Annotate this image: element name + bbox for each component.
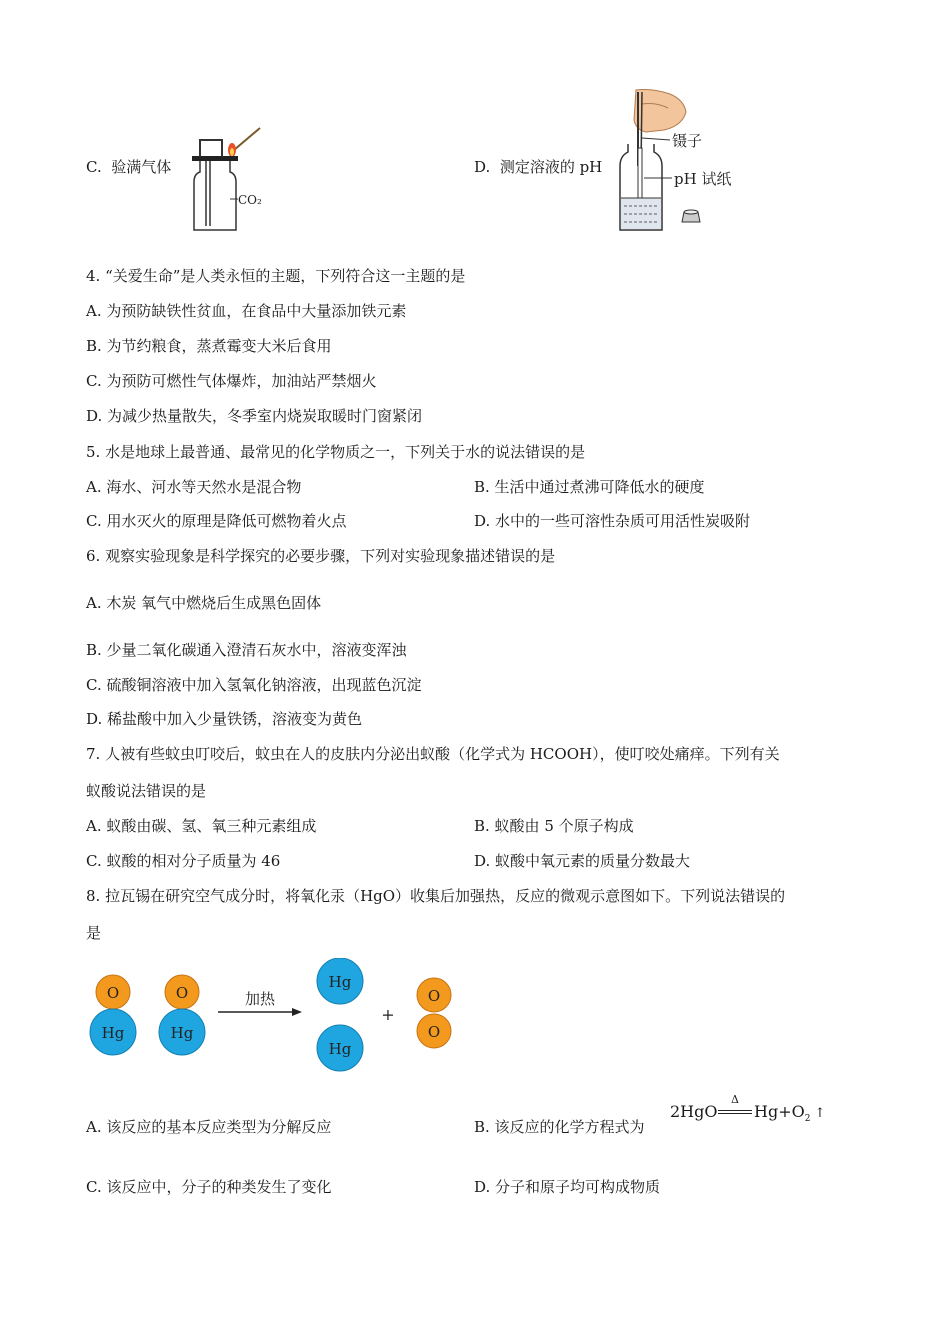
q3-option-c-text: 验满气体 — [111, 158, 172, 176]
q8-option-a: A. 该反应的基本反应类型为分解反应 — [86, 1118, 332, 1136]
q7-stem-line2: 蚁酸说法错误的是 — [86, 782, 207, 800]
q4-option-b: B. 为节约粮食，蒸煮霉变大米后食用 — [86, 337, 332, 355]
equation-condition: Δ — [731, 1093, 739, 1106]
gas-bottle-figure — [186, 124, 276, 236]
q3-option-d — [474, 157, 602, 177]
equation-right — [754, 1102, 825, 1129]
q7-option-b: B. 蚁酸由 5 个原子构成 — [474, 817, 634, 835]
gas-arrow-icon: ↑ — [814, 1106, 826, 1121]
oxygen-atom-label: O — [427, 987, 441, 1005]
q4-option-d: D. 为减少热量散失，冬季室内烧炭取暖时门窗紧闭 — [86, 407, 423, 425]
q6-stem: 6. 观察实验现象是科学探究的必要步骤，下列对实验现象描述错误的是 — [86, 547, 556, 565]
ph-paper-label: pH 试纸 — [674, 170, 732, 188]
q3-option-d-label: D. — [474, 158, 491, 176]
q3-option-c-label: C. — [86, 158, 102, 176]
q8-stem-line2: 是 — [86, 924, 102, 942]
heat-label: 加热 — [244, 990, 276, 1008]
q7-option-d: D. 蚁酸中氧元素的质量分数最大 — [474, 852, 691, 870]
q4-option-c: C. 为预防可燃性气体爆炸，加油站严禁烟火 — [86, 372, 377, 390]
q7-option-a: A. 蚁酸由碳、氢、氧三种元素组成 — [86, 817, 317, 835]
q5-option-d: D. 水中的一些可溶性杂质可用活性炭吸附 — [474, 512, 751, 530]
oxygen-atom-label: O — [106, 984, 120, 1002]
ph-test-figure — [612, 86, 742, 234]
equation-products: Hg+O — [754, 1102, 805, 1121]
equation-subscript: 2 — [804, 1114, 811, 1125]
plus-sign: + — [381, 1005, 395, 1024]
q8-option-c: C. 该反应中，分子的种类发生了变化 — [86, 1178, 332, 1196]
tweezers-label: 镊子 — [672, 132, 703, 150]
q6-option-b: B. 少量二氧化碳通入澄清石灰水中，溶液变浑浊 — [86, 641, 407, 659]
q5-option-a: A. 海水、河水等天然水是混合物 — [86, 478, 302, 496]
q8-option-d: D. 分子和原子均可构成物质 — [474, 1178, 661, 1196]
q6-option-c: C. 硫酸铜溶液中加入氢氧化钠溶液，出现蓝色沉淀 — [86, 676, 422, 694]
mercury-atom-label: Hg — [328, 973, 352, 991]
q8-stem-line1: 8. 拉瓦锡在研究空气成分时，将氧化汞（HgO）收集后加强热，反应的微观示意图如下。下列说法错误的 — [86, 887, 786, 905]
equation-equals-sign — [718, 1110, 752, 1114]
q6-option-d: D. 稀盐酸中加入少量铁锈，溶液变为黄色 — [86, 710, 363, 728]
mercury-atom-label: Hg — [328, 1040, 352, 1058]
q5-stem: 5. 水是地球上最普通、最常见的化学物质之一，下列关于水的说法错误的是 — [86, 443, 586, 461]
q3-option-c — [86, 157, 171, 177]
q4-stem: 4. “关爱生命”是人类永恒的主题，下列符合这一主题的是 — [86, 267, 466, 285]
q5-option-c: C. 用水灭火的原理是降低可燃物着火点 — [86, 512, 347, 530]
q8-option-b: B. 该反应的化学方程式为 — [474, 1118, 645, 1136]
q5-option-b: B. 生活中通过煮沸可降低水的硬度 — [474, 478, 705, 496]
q7-stem-line1: 7. 人被有些蚊虫叮咬后，蚊虫在人的皮肤内分泌出蚁酸（化学式为 HCOOH），使叮咬处痛痒。下列有关 — [86, 745, 780, 763]
oxygen-atom-label: O — [427, 1023, 441, 1041]
q3-option-d-text: 测定溶液的 pH — [499, 158, 603, 176]
q7-option-c: C. 蚁酸的相对分子质量为 46 — [86, 852, 281, 870]
equation-left: 2HgO — [670, 1102, 718, 1121]
mercury-atom-label: Hg — [170, 1024, 194, 1042]
co2-label: CO₂ — [238, 193, 262, 207]
q4-option-a: A. 为预防缺铁性贫血，在食品中大量添加铁元素 — [86, 302, 407, 320]
matchstick-icon — [234, 128, 260, 150]
mercury-atom-label: Hg — [101, 1024, 125, 1042]
q6-option-a: A. 木炭 氧气中燃烧后生成黑色固体 — [86, 594, 322, 612]
reaction-diagram — [86, 958, 466, 1074]
oxygen-atom-label: O — [175, 984, 189, 1002]
